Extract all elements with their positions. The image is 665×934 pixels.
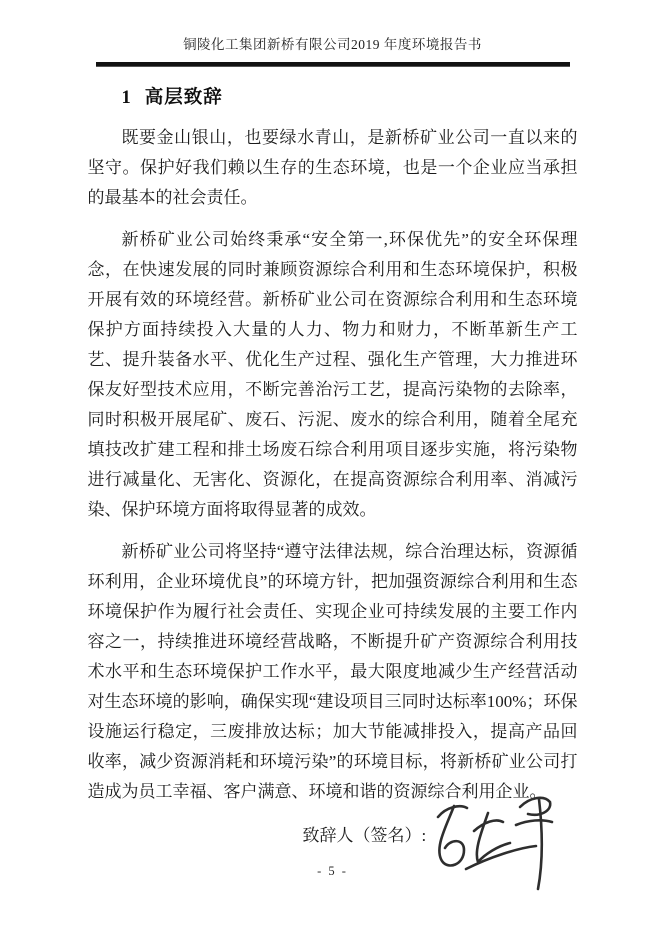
signature-row xyxy=(88,807,578,907)
document-body xyxy=(88,83,578,907)
section-number: 1 xyxy=(121,88,132,108)
paragraph: 新桥矿业公司将坚持“遵守法律法规，综合治理达标，资源循环利用，企业环境优良”的环境方针，把加强资源综合利用和生态环境保护作为履行社会责任、实现企业可持续发展的主要工作内容之一，持续推进环境经营战略，不断提升矿产资源综合利用技术水平和生态环境保护工作水平，最大限度地减少生产经营活动对生态环境的影响，确保实现“建设项目三同时达标率100%；环保设施运行稳定，三废排放达标；加大节能减排投入，提高产品回收率，减少资源消耗和环境污染”的环境目标，将新桥矿业公司打造成为员工幸福、客户满意、环境和谐的资源综合利用企业。 xyxy=(87,542,578,801)
handwritten-signature-image xyxy=(418,785,568,897)
section-heading xyxy=(122,83,578,109)
page-number: - 5 - xyxy=(317,864,348,878)
signature-label: 致辞人（签名）: xyxy=(302,826,427,845)
header-divider xyxy=(96,62,570,67)
document-header-title: 铜陵化工集团新桥有限公司2019 年度环境报告书 xyxy=(183,37,482,52)
paragraph: 既要金山银山，也要绿水青山，是新桥矿业公司一直以来的坚守。保护好我们赖以生存的生态环境，也是一个企业应当承担的最基本的社会责任。 xyxy=(87,128,578,207)
section-title-text: 高层致辞 xyxy=(144,88,223,108)
paragraph: 新桥矿业公司始终秉承“安全第一,环保优先”的安全环保理念，在快速发展的同时兼顾资源综合利用和生态环境保护，积极开展有效的环境经营。新桥矿业公司在资源综合利用和生态环境保护方面持续投入大量的人力、物力和财力，不断革新生产工艺、提升装备水平、优化生产过程、强化生产管理，大力推进环保友好型技术应用，不断完善治污工艺，提高污染物的去除率，同时积极开展尾矿、废石、污泥、废水的综合利用，随着全尾充填技改扩建工程和排土场废石综合利用项目逐步实施，将污染物进行减量化、无害化、资源化，在提高资源综合利用率、消减污染、保护环境方面将取得显著的成效。 xyxy=(87,230,578,519)
